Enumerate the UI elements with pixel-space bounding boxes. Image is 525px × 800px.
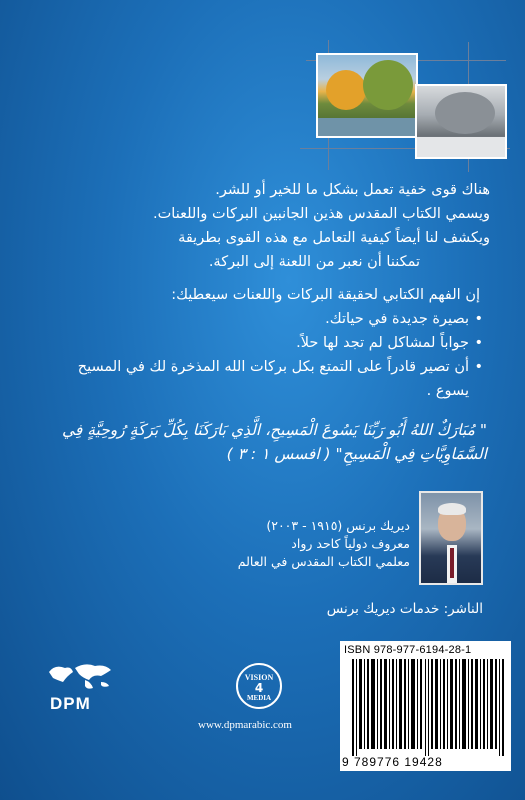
author-description: معروف دولياً كاحد رواد xyxy=(291,536,410,551)
author-photo xyxy=(419,491,483,585)
barcode-number: 9 789776 19428 xyxy=(342,755,443,769)
vision-4-media-logo xyxy=(236,663,282,709)
lead-sentence: إن الفهم الكتابي لحقيقة البركات واللعنات سيعطيك: xyxy=(171,287,480,303)
grayscale-landscape-photo xyxy=(415,84,507,159)
author-info xyxy=(110,517,410,571)
intro-line: ويكشف لنا أيضاً كيفية التعامل مع هذه القوى بطريقة xyxy=(178,230,490,246)
author-name: ديريك برنس (١٩١٥ - ٢٠٠٣) xyxy=(266,518,410,533)
benefits-list xyxy=(43,307,483,403)
intro-paragraph xyxy=(50,178,490,274)
intro-line: ويسمي الكتاب المقدس هذين الجانبين البركات واللعنات. xyxy=(153,206,490,222)
logo-text: MEDIA xyxy=(246,694,272,702)
dpm-logo: DPM xyxy=(50,694,91,713)
world-map-icon xyxy=(45,662,115,692)
isbn-barcode-box xyxy=(340,641,511,771)
list-item: • جواباً لمشاكل لم تجد لها حلاً. xyxy=(43,331,483,355)
barcode-icon xyxy=(352,659,504,756)
list-item: • أن تصير قادراً على التمتع بكل بركات الله المذخرة لك في المسيح يسوع . xyxy=(43,355,483,403)
logo-text: VISION xyxy=(244,673,274,682)
publisher-line: الناشر: خدمات ديريك برنس xyxy=(326,601,483,617)
scripture-verse: " مُبَارَكٌ اللهُ أَبُو رَبِّنَا يَسُوعَ الْمَسِيحِ، الَّذِي بَارَكَنَا بِكُلِّ بَرَكَةٍ رُوحِيَّةٍ فِي السَّمَاوِيَّاتِ فِي الْمَسِيحِ" ( افسس ١ : ٣ ) xyxy=(61,421,487,463)
autumn-landscape-photo xyxy=(316,53,418,138)
isbn-number: ISBN 978-977-6194-28-1 xyxy=(344,644,472,656)
website-url: www.dpmarabic.com xyxy=(198,719,292,731)
author-description: معلمي الكتاب المقدس في العالم xyxy=(237,554,410,569)
logo-text: 4 xyxy=(254,681,264,695)
intro-line: تمكننا أن نعبر من اللعنة إلى البركة. xyxy=(208,254,420,270)
list-item: • بصيرة جديدة في حياتك. xyxy=(43,307,483,331)
intro-line: هناك قوى خفية تعمل بشكل ما للخير أو للشر. xyxy=(215,182,490,198)
